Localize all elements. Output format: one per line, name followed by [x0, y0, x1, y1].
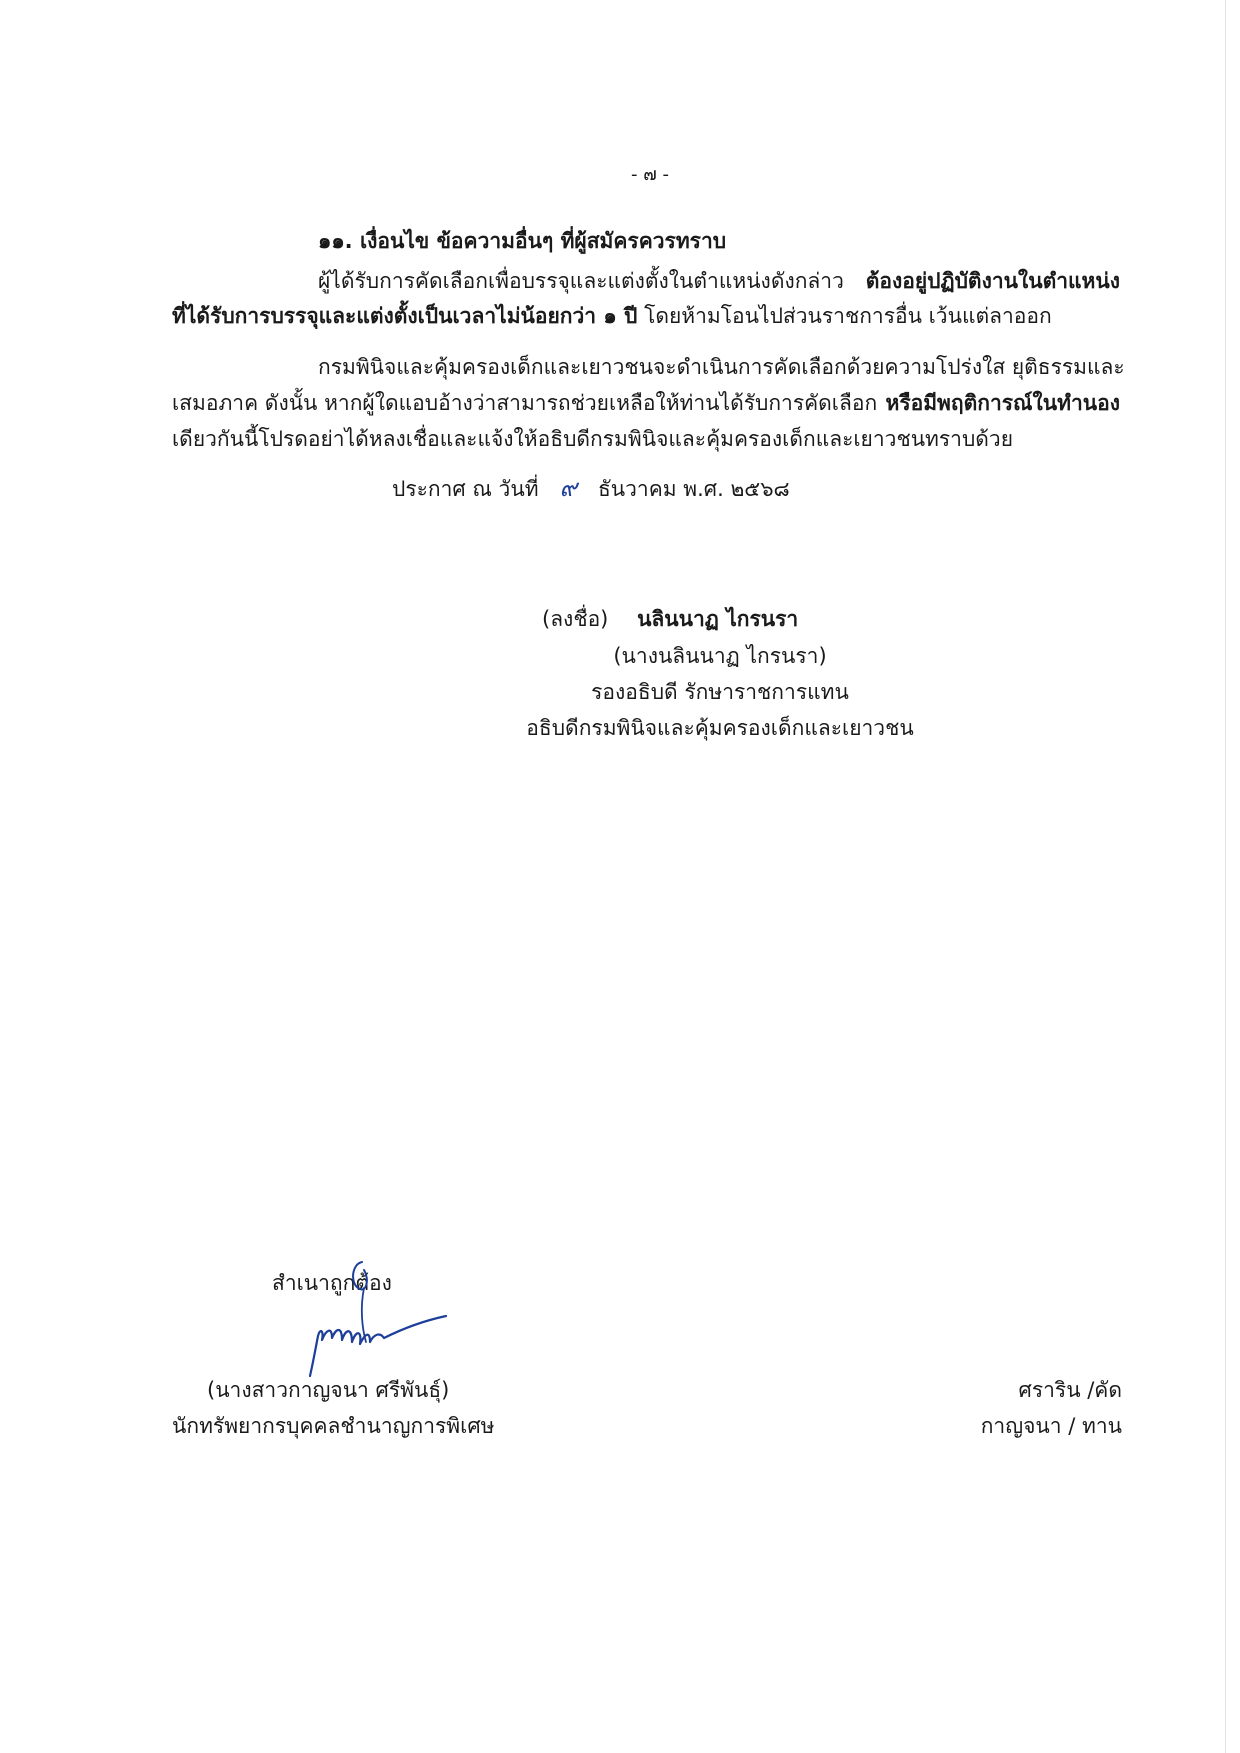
- para2-line1: กรมพินิจและคุ้มครองเด็กและเยาวชนจะดำเนินการคัดเลือกด้วยความโปร่งใส ยุติธรรมและ: [318, 355, 1125, 379]
- page-edge-line: [1225, 0, 1226, 1753]
- typist-line: ศราริน /คัด: [1018, 1378, 1122, 1402]
- para1-line2: [172, 301, 1052, 331]
- para2-line2: [172, 388, 1120, 418]
- signatory-full-name: (นางนลินนาฏ ไกรนรา): [613, 644, 827, 668]
- signatory-position-2: อธิบดีกรมพินิจและคุ้มครองเด็กและเยาวชน: [526, 716, 914, 740]
- para1-line2-regular: โดยห้ามโอนไปส่วนราชการอื่น เว้นแต่ลาออก: [644, 304, 1052, 328]
- para1-line1-regular: ผู้ได้รับการคัดเลือกเพื่อบรรจุและแต่งตั้งในตำแหน่งดังกล่าว: [318, 269, 844, 293]
- para2-line3: เดียวกันนี้โปรดอย่าได้หลงเชื่อและแจ้งให้อธิบดีกรมพินิจและคุ้มครองเด็กและเยาวชนทราบด้วย: [172, 427, 1014, 451]
- handwritten-signature: [300, 1258, 460, 1382]
- announcement-prefix: ประกาศ ณ วันที่: [392, 477, 539, 501]
- certified-copy-position: นักทรัพยากรบุคคลชำนาญการพิเศษ: [172, 1414, 495, 1438]
- handwritten-day: ๙: [559, 474, 578, 502]
- para2-line2-bold: หรือมีพฤติการณ์ในทำนอง: [885, 391, 1120, 415]
- signed-name: นลินนาฏ ไกรนรา: [637, 607, 799, 631]
- para1-line1: [318, 266, 1120, 296]
- certified-copy-label: สำเนาถูกต้อง: [272, 1271, 392, 1295]
- para1-line1-bold: ต้องอยู่ปฏิบัติงานในตำแหน่ง: [865, 269, 1120, 293]
- announcement-suffix: ธันวาคม พ.ศ. ๒๕๖๘: [597, 477, 790, 501]
- section-heading: ๑๑. เงื่อนไข ข้อความอื่นๆ ที่ผู้สมัครควรทราบ: [318, 229, 727, 253]
- signatory-position-1: รองอธิบดี รักษาราชการแทน: [591, 680, 849, 704]
- proofreader-line: กาญจนา / ทาน: [980, 1414, 1122, 1438]
- page-number: - ๗ -: [631, 164, 669, 185]
- signed-label: (ลงชื่อ): [542, 607, 609, 631]
- para1-line2-bold: ที่ได้รับการบรรจุและแต่งตั้งเป็นเวลาไม่น้อยกว่า ๑ ปี: [172, 304, 638, 328]
- para2-line2-regular: เสมอภาค ดังนั้น หากผู้ใดแอบอ้างว่าสามารถช่วยเหลือให้ท่านได้รับการคัดเลือก: [172, 391, 878, 415]
- announcement-date: [392, 473, 790, 504]
- signed-line: [542, 604, 798, 634]
- certified-copy-name: (นางสาวกาญจนา ศรีพันธุ์): [207, 1378, 450, 1402]
